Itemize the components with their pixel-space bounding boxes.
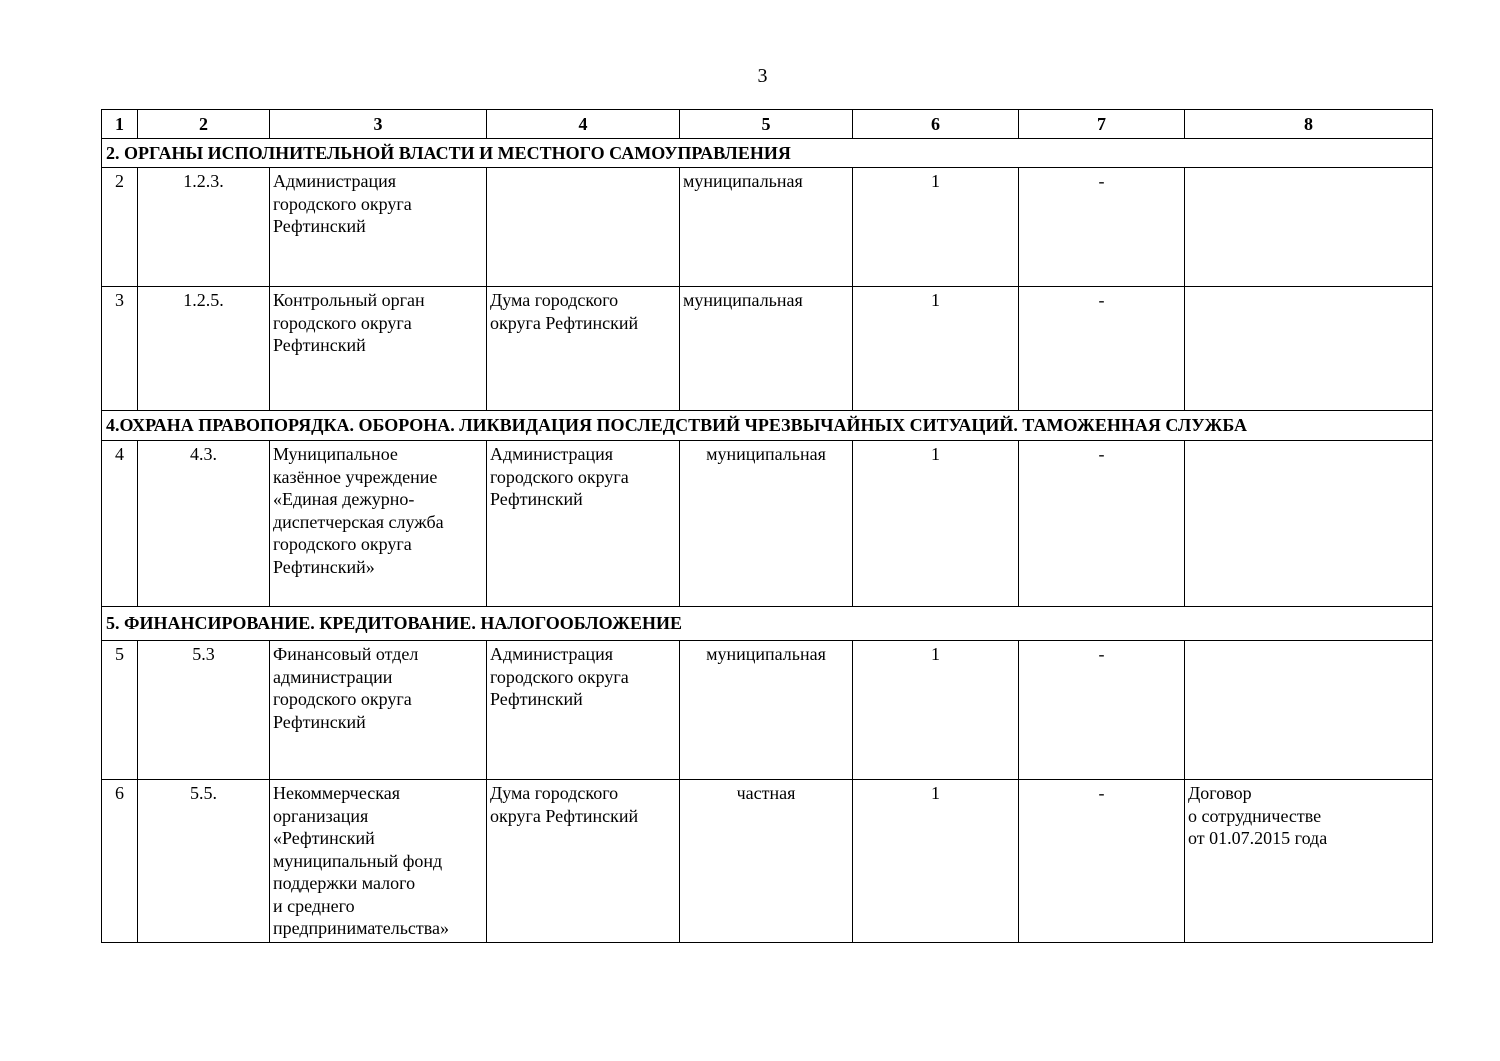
row-col8 [1185, 441, 1433, 607]
row-founder: Администрация городского округа Рефтинский [487, 441, 680, 607]
row-name: Контрольный орган городского округа Рефтинский [270, 287, 487, 411]
row-count: 1 [853, 287, 1019, 411]
row-ownership: муниципальная [680, 168, 853, 287]
row-name: Некоммерческая организация «Рефтинский муниципальный фонд поддержки малого и среднего предпринимательства» [270, 780, 487, 943]
table-row [102, 780, 1433, 943]
row-number: 5 [102, 641, 138, 780]
header-cell: 1 [102, 110, 138, 139]
header-cell: 5 [680, 110, 853, 139]
row-col8 [1185, 641, 1433, 780]
section-title: 4.ОХРАНА ПРАВОПОРЯДКА. ОБОРОНА. ЛИКВИДАЦИЯ ПОСЛЕДСТВИЙ ЧРЕЗВЫЧАЙНЫХ СИТУАЦИЙ. ТАМОЖЕННАЯ СЛУЖБА [102, 411, 1433, 441]
row-col8 [1185, 287, 1433, 411]
row-number: 3 [102, 287, 138, 411]
table-row [102, 641, 1433, 780]
row-code: 5.3 [138, 641, 270, 780]
row-code: 1.2.5. [138, 287, 270, 411]
row-name: Муниципальное казённое учреждение «Единая дежурно- диспетчерская служба городского округа Рефтинский» [270, 441, 487, 607]
section-row [102, 139, 1433, 168]
row-count: 1 [853, 441, 1019, 607]
row-ownership: частная [680, 780, 853, 943]
header-cell: 8 [1185, 110, 1433, 139]
row-name: Администрация городского округа Рефтинский [270, 168, 487, 287]
row-code: 5.5. [138, 780, 270, 943]
row-founder: Администрация городского округа Рефтинский [487, 641, 680, 780]
row-ownership: муниципальная [680, 287, 853, 411]
table-row [102, 441, 1433, 607]
row-number: 2 [102, 168, 138, 287]
row-code: 4.3. [138, 441, 270, 607]
row-founder: Дума городского округа Рефтинский [487, 780, 680, 943]
header-cell: 4 [487, 110, 680, 139]
section-title: 2. ОРГАНЫ ИСПОЛНИТЕЛЬНОЙ ВЛАСТИ И МЕСТНОГО САМОУПРАВЛЕНИЯ [102, 139, 1433, 168]
section-title: 5. ФИНАНСИРОВАНИЕ. КРЕДИТОВАНИЕ. НАЛОГООБЛОЖЕНИЕ [102, 607, 1433, 641]
table-row [102, 287, 1433, 411]
row-count: 1 [853, 780, 1019, 943]
section-row [102, 411, 1433, 441]
row-number: 4 [102, 441, 138, 607]
row-ownership: муниципальная [680, 641, 853, 780]
row-founder: Дума городского округа Рефтинский [487, 287, 680, 411]
page-number: 3 [757, 65, 768, 87]
table-header-row [102, 110, 1433, 139]
row-ownership: муниципальная [680, 441, 853, 607]
row-col8: Договор о сотрудничестве от 01.07.2015 года [1185, 780, 1433, 943]
row-count: 1 [853, 641, 1019, 780]
row-founder [487, 168, 680, 287]
header-cell: 3 [270, 110, 487, 139]
row-col7: - [1019, 780, 1185, 943]
header-cell: 7 [1019, 110, 1185, 139]
table-row [102, 168, 1433, 287]
section-row [102, 607, 1433, 641]
row-col7: - [1019, 287, 1185, 411]
header-cell: 6 [853, 110, 1019, 139]
row-count: 1 [853, 168, 1019, 287]
row-name: Финансовый отдел администрации городского округа Рефтинский [270, 641, 487, 780]
row-code: 1.2.3. [138, 168, 270, 287]
row-col8 [1185, 168, 1433, 287]
row-col7: - [1019, 168, 1185, 287]
row-col7: - [1019, 641, 1185, 780]
row-number: 6 [102, 780, 138, 943]
header-cell: 2 [138, 110, 270, 139]
row-col7: - [1019, 441, 1185, 607]
registry-table [101, 109, 1433, 943]
